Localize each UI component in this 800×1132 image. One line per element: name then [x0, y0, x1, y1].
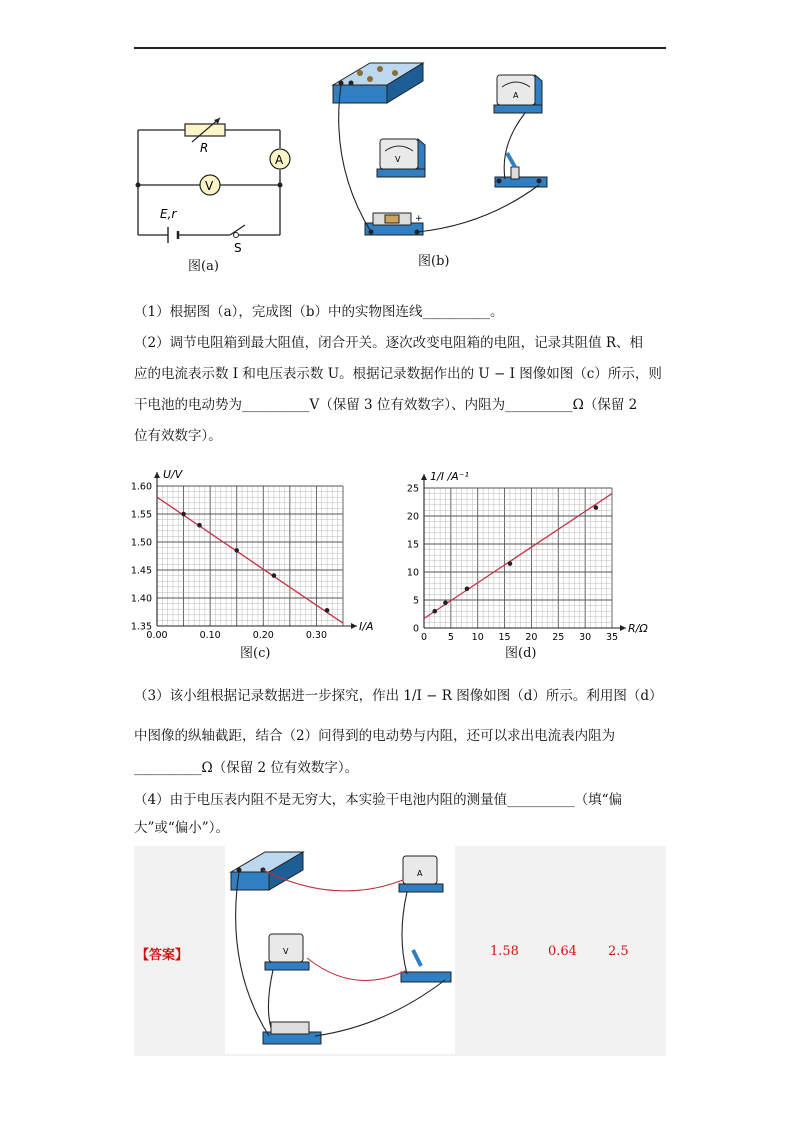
question-3-line1: （3）该小组根据记录数据进一步探究，作出 1/I − R 图像如图（d）所示。利用图（d）: [134, 688, 663, 704]
x-tick-label: 0.00: [146, 630, 168, 641]
question-2-line4: 位有效数字）。: [134, 428, 222, 444]
label-r: R: [200, 141, 209, 155]
y-tick-label: 25: [406, 483, 419, 495]
x-tick-label: 30: [579, 632, 592, 642]
y-tick-label: 20: [406, 511, 419, 523]
x-tick-label: 10: [471, 632, 484, 642]
y-axis-label: 1/I /A⁻¹: [430, 470, 469, 483]
circuit-diagram-a: [130, 110, 300, 255]
x-tick-label: 25: [552, 632, 565, 642]
y-tick-label: 1.35: [130, 621, 152, 633]
label-er: E,r: [160, 207, 177, 221]
ammeter-device: [494, 75, 542, 113]
data-point: [443, 601, 448, 606]
caption-c: 图(c): [240, 646, 271, 661]
answer-label-v: V: [283, 947, 289, 956]
question-4-line2: 大”或“偏小”）。: [134, 820, 229, 836]
answer-label: 【答案】: [136, 948, 189, 963]
y-tick-label: 0: [412, 623, 419, 635]
label-v-device: V: [395, 155, 401, 164]
x-tick-label: 0.20: [252, 630, 274, 641]
data-point: [432, 609, 437, 614]
y-axis-arrow: [421, 474, 427, 480]
y-tick-label: 1.55: [130, 509, 152, 521]
x-tick-label: 15: [498, 632, 511, 642]
y-tick-label: 1.50: [130, 537, 152, 549]
label-a: A: [275, 153, 284, 167]
data-point: [197, 523, 202, 528]
y-tick-label: 5: [412, 595, 419, 607]
answer-value-emf: 1.58: [490, 944, 519, 959]
x-tick-label: 20: [525, 632, 538, 642]
question-2-line3: 干电池的电动势为__________V（保留 3 位有效数字）、内阻为__________Ω（保留 2: [134, 397, 638, 413]
switch-device: [495, 153, 547, 187]
data-point: [272, 573, 277, 578]
apparatus-diagram-b: [325, 55, 570, 250]
y-tick-label: 1.60: [130, 481, 152, 493]
y-tick-label: 15: [406, 539, 419, 551]
y-tick-label: 1.40: [130, 593, 152, 605]
header-rule: [134, 47, 666, 49]
caption-a: 图(a): [188, 259, 219, 274]
data-point: [181, 512, 186, 517]
x-axis-arrow: [351, 623, 357, 629]
y-tick-label: 1.45: [130, 565, 152, 577]
data-point: [325, 608, 330, 613]
x-tick-label: 0: [420, 632, 428, 642]
chart-inv-i-r: [400, 452, 660, 642]
resistance-box: [333, 63, 423, 103]
answer-value-ammeter-resistance: 2.5: [608, 944, 629, 959]
label-a-device: A: [513, 91, 519, 100]
question-3-line3: __________Ω（保留 2 位有效数字）。: [134, 760, 359, 776]
x-axis-label: I/A: [359, 620, 374, 633]
label-plus: +: [415, 214, 423, 224]
x-axis-arrow: [620, 625, 626, 631]
voltmeter-device: [377, 139, 425, 177]
answer-label-a: A: [417, 869, 423, 878]
x-tick-label: 0.10: [199, 630, 221, 641]
question-4-line1: （4）由于电压表内阻不是无穷大，本实验干电池内阻的测量值__________（填“偏: [134, 792, 622, 808]
fit-line: [157, 497, 343, 623]
question-2-line2: 应的电流表示数 I 和电压表示数 U。根据记录数据作出的 U − I 图像如图（c）所示，则: [134, 366, 662, 382]
y-axis-arrow: [154, 472, 160, 478]
y-tick-label: 10: [406, 567, 419, 579]
data-point: [234, 548, 239, 553]
label-s: S: [234, 241, 242, 255]
data-point: [508, 561, 513, 566]
question-1: （1）根据图（a），完成图（b）中的实物图连线__________。: [134, 304, 504, 320]
answer-wiring-diagram: [225, 846, 455, 1054]
caption-d: 图(d): [505, 646, 537, 661]
answer-value-internal-resistance: 0.64: [548, 944, 577, 959]
question-2-line1: （2）调节电阻箱到最大阻值，闭合开关。逐次改变电阻箱的电阻，记录其阻值 R、相: [134, 335, 644, 351]
x-tick-label: 35: [605, 632, 619, 642]
chart-u-i: [125, 462, 395, 642]
label-v: V: [205, 179, 214, 193]
rheostat-r: [185, 124, 225, 136]
x-tick-label: 0.30: [305, 630, 328, 641]
data-point: [465, 587, 470, 592]
battery-holder: [365, 213, 423, 235]
data-point: [594, 505, 599, 510]
x-axis-label: R/Ω: [628, 622, 648, 635]
x-tick-label: 5: [447, 632, 454, 642]
y-axis-label: U/V: [163, 468, 183, 481]
question-3-line2: 中图像的纵轴截距，结合（2）问得到的电动势与内阻，还可以求出电流表内阻为: [134, 728, 616, 744]
caption-b: 图(b): [418, 254, 450, 269]
